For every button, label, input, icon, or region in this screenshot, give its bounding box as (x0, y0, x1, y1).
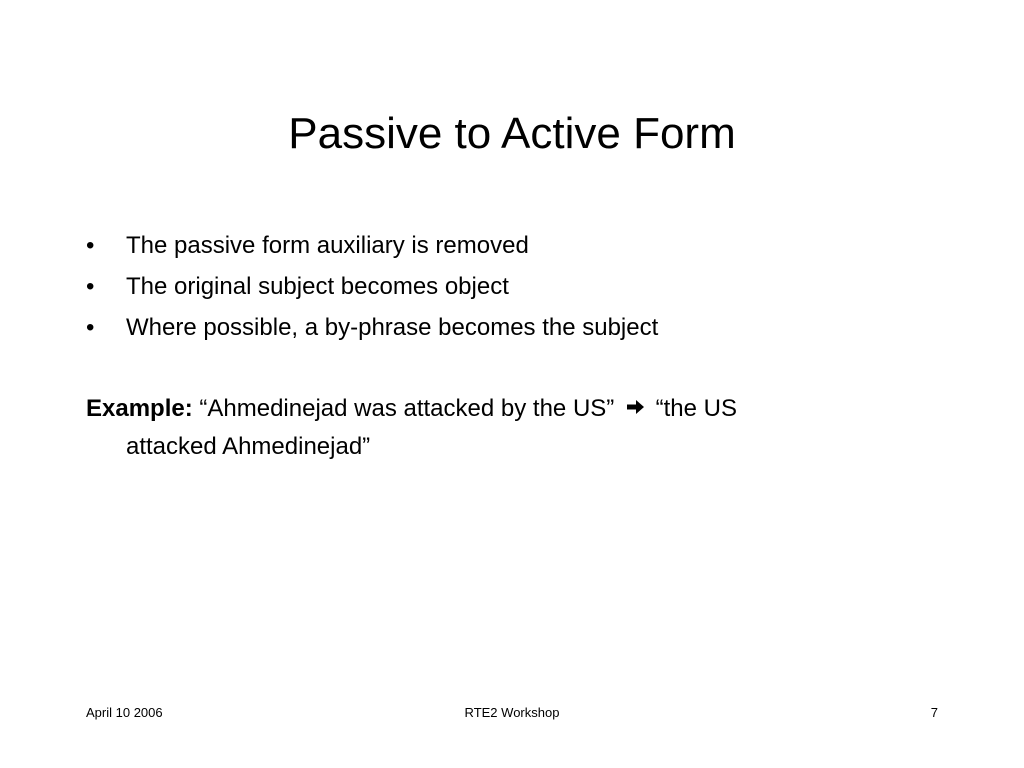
slide-title: Passive to Active Form (288, 109, 736, 158)
bullet-text: The passive form auxiliary is removed (126, 232, 529, 259)
passive-sentence: “Ahmedinejad was attacked by the US” (199, 394, 615, 422)
page-number: 7 (930, 705, 938, 720)
bullet-item (86, 225, 946, 266)
active-sentence-part1: “the US (655, 394, 737, 422)
active-sentence-part2: attacked Ahmedinejad” (126, 433, 371, 460)
bullet-text: The original subject becomes object (126, 273, 509, 300)
bullet-text: Where possible, a by-phrase becomes the subject (126, 314, 659, 341)
footer-date: April 10 2006 (86, 705, 163, 720)
footer-event: RTE2 Workshop (464, 705, 560, 720)
bullet-list (86, 225, 946, 348)
right-arrow-icon (627, 390, 645, 425)
example-label: Example: (86, 394, 193, 422)
example-line-2 (86, 429, 886, 464)
bullet-item (86, 266, 946, 307)
example-line-1 (86, 390, 886, 429)
bullet-marker: • (86, 273, 95, 300)
bullet-marker: • (86, 314, 95, 341)
example-block (86, 390, 886, 464)
bullet-item (86, 307, 946, 348)
bullet-marker: • (86, 232, 95, 259)
